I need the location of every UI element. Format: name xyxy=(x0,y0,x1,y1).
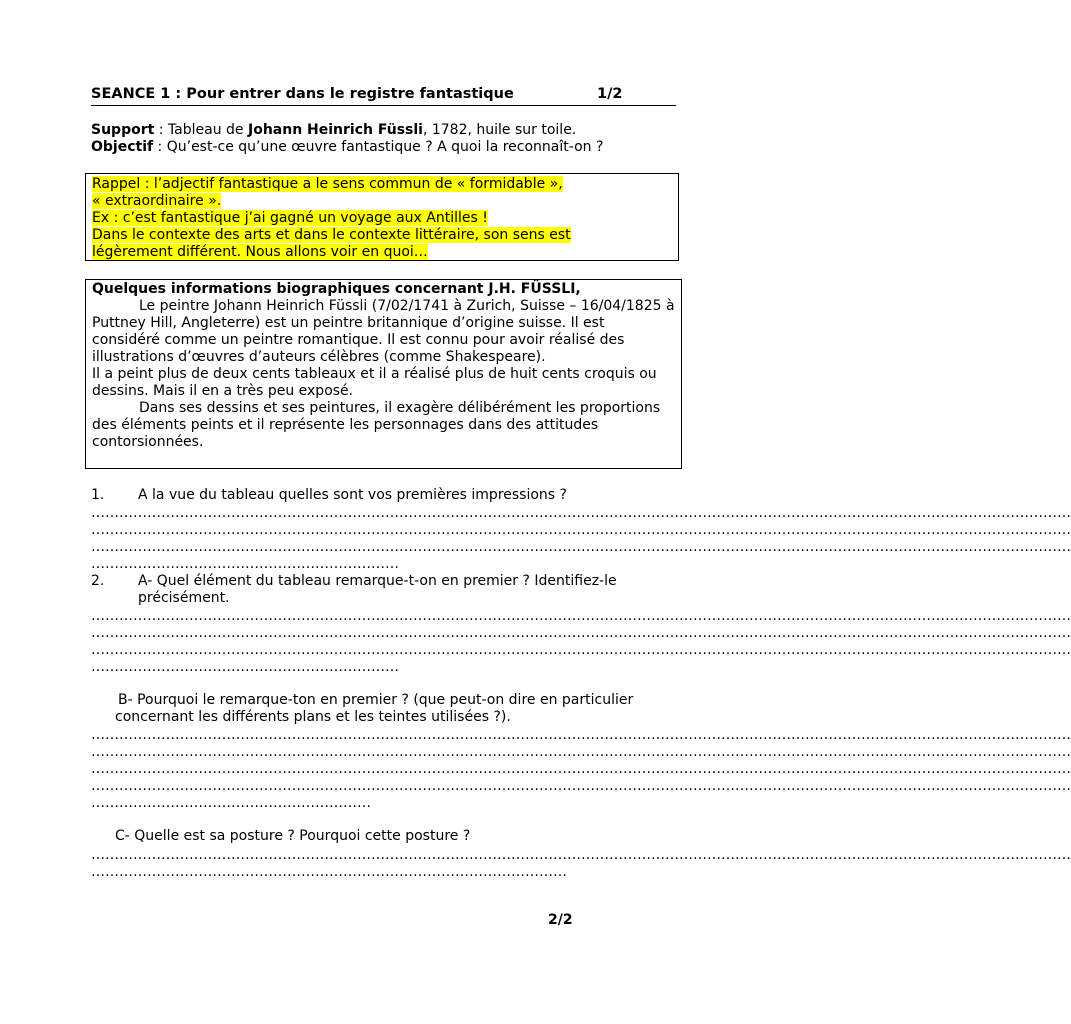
answer-line[interactable]: ………………………………………………………………………………………………………………………………………………………………………………………… xyxy=(91,847,1071,863)
answer-line[interactable]: ………………………………………………………………………………………… xyxy=(91,864,567,880)
reminder-line: Ex : c’est fantastique j’ai gagné un voyage aux Antilles ! xyxy=(92,210,488,226)
answer-line[interactable]: ………………………………………………………………………………………………………………………………………………………………………………………… xyxy=(91,608,1071,624)
answer-line[interactable]: ………………………………………………………… xyxy=(91,659,399,675)
support-objective xyxy=(91,122,681,156)
answer-line[interactable]: …………………………………………………… xyxy=(91,795,371,811)
biography-paragraph: Dans ses dessins et ses peintures, il exagère délibérément les proportions des éléments peints et il représente les personnages dans des attitudes contorsionnées. xyxy=(92,400,661,450)
reminder-line: « extraordinaire ». xyxy=(92,193,222,209)
answer-line[interactable]: ………………………………………………………………………………………………………………………………………………………………………………………… xyxy=(91,642,1071,658)
answer-line[interactable]: ………………………………………………………………………………………………………………………………………………………………………………………… xyxy=(91,522,1071,538)
reminder-line: Dans le contexte des arts et dans le contexte littéraire, son sens est xyxy=(92,227,571,243)
question-number: 2. xyxy=(91,573,105,589)
page-number: 1/2 xyxy=(597,86,623,102)
answer-line[interactable]: ………………………………………………………………………………………………………………………………………………………………………………………… xyxy=(91,625,1071,641)
answer-line[interactable]: ………………………………………………………………………………………………………………………………………………………………………………………… xyxy=(91,761,1071,777)
answer-line[interactable]: ………………………………………………………………………………………………………………………………………………………………………………………… xyxy=(91,539,1071,555)
biography-paragraph: Il a peint plus de deux cents tableaux et il a réalisé plus de huit cents croquis ou dessins. Mais il en a très peu exposé. xyxy=(92,366,657,399)
question-1-text: A la vue du tableau quelles sont vos premières impressions ? xyxy=(138,487,567,503)
reminder-box xyxy=(85,173,679,261)
answer-line[interactable]: ………………………………………………………………………………………………………………………………………………………………………………………… xyxy=(91,778,1071,794)
biography-box xyxy=(85,279,682,469)
biography-paragraph: Le peintre Johann Heinrich Füssli (7/02/1741 à Zurich, Suisse – 16/04/1825 à Puttney Hill, Angleterre) est un peintre britannique d’origine suisse. Il est considéré comme un peintre romantique. Il est connu pour avoir réalisé des illustrations d’œuvres d’auteurs célèbres (comme Shakespeare). xyxy=(92,298,675,365)
page-header xyxy=(91,86,676,106)
answer-line[interactable]: ………………………………………………………… xyxy=(91,556,399,572)
reminder-line: légèrement différent. Nous allons voir en quoi… xyxy=(92,244,428,260)
question-2c-text: C- Quelle est sa posture ? Pourquoi cette posture ? xyxy=(115,828,471,844)
question-number: 1. xyxy=(91,487,105,503)
answer-line[interactable]: ………………………………………………………………………………………………………………………………………………………………………………………… xyxy=(91,744,1071,760)
question-2b-text: B- Pourquoi le remarque-ton en premier ? (que peut-on dire en particulier concernant les différents plans et les teintes utilisées ?). xyxy=(115,692,634,725)
answer-line[interactable]: ………………………………………………………………………………………………………………………………………………………………………………………… xyxy=(91,505,1071,521)
session-title: SEANCE 1 : Pour entrer dans le registre fantastique xyxy=(91,86,514,102)
objective-line: Objectif : Qu’est-ce qu’une œuvre fantastique ? A quoi la reconnaît-on ? xyxy=(91,139,604,155)
footer-page-number: 2/2 xyxy=(548,912,573,928)
question-2a-text: A- Quel élément du tableau remarque-t-on en premier ? Identifiez-le précisément. xyxy=(138,573,617,606)
reminder-line: Rappel : l’adjectif fantastique a le sens commun de « formidable », xyxy=(92,176,563,192)
answer-line[interactable]: ………………………………………………………………………………………………………………………………………………………………………………………… xyxy=(91,727,1071,743)
biography-title: Quelques informations biographiques concernant J.H. FÜSSLI, xyxy=(92,281,581,297)
support-line: Support : Tableau de Johann Heinrich Füssli, 1782, huile sur toile. xyxy=(91,122,577,138)
